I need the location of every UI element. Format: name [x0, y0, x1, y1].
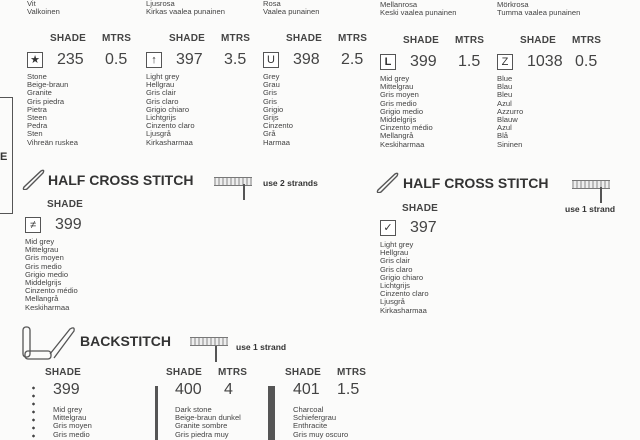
color-name: Granite sombre [175, 421, 228, 431]
color-name: Blå [497, 131, 508, 141]
color-name: Grigio [263, 104, 284, 114]
color-name: Kirkasharmaa [146, 137, 193, 147]
color-name: Grigio medio [380, 106, 424, 116]
color-name: Cinzento claro [146, 121, 195, 131]
color-names [175, 406, 241, 439]
shade-number: 397 [176, 51, 203, 68]
mtrs-header: MTRS [337, 367, 367, 378]
color-name: Pietra [27, 104, 47, 114]
shade-header: SHADE [169, 33, 206, 44]
mtrs-value: 1.5 [458, 53, 481, 70]
color-name: Gris moyen [380, 90, 419, 100]
color-name: Middelgrijs [380, 115, 417, 125]
color-names [497, 75, 523, 149]
shade-number: 1038 [527, 53, 563, 70]
color-name: Light grey [380, 240, 414, 249]
color-name: Gris moyen [53, 421, 92, 431]
edge-letter: E [0, 151, 8, 163]
color-names [263, 0, 319, 16]
mtrs-value: 0.5 [105, 51, 128, 68]
color-name: Gris claro [146, 96, 179, 106]
color-name: Grijs [263, 113, 279, 123]
shade-header: SHADE [45, 367, 82, 378]
color-name: Lichtgrijs [146, 113, 176, 123]
color-name: Mellangrå [380, 131, 414, 141]
color-name: Keskiharmaa [25, 302, 70, 312]
color-name: Lichtgrijs [380, 281, 410, 291]
color-name: Grey [263, 72, 280, 81]
color-name: Beige-braun [27, 80, 69, 90]
mtrs-header: MTRS [455, 35, 485, 46]
mtrs-header: MTRS [572, 35, 602, 46]
mtrs-value: 4 [224, 381, 233, 398]
strand-note: use 1 strand [236, 342, 287, 352]
color-name: Charcoal [293, 405, 324, 414]
color-names [27, 73, 78, 147]
shade-number: 400 [175, 381, 202, 398]
color-name: Grigio chiaro [380, 272, 424, 282]
color-name: Gris piedra [27, 96, 65, 106]
color-name: Blau [497, 82, 513, 92]
color-name: Gris [263, 96, 277, 106]
color-name: Ljusgrå [146, 129, 171, 139]
section-title: HALF CROSS STITCH [403, 175, 549, 191]
backstitch-icon [20, 324, 78, 364]
shade-header: SHADE [402, 203, 439, 214]
color-name: Gris moyen [25, 253, 64, 263]
section-title: HALF CROSS STITCH [48, 172, 194, 188]
shade-number: 397 [410, 219, 437, 236]
color-name: Kirkasharmaa [380, 305, 427, 315]
color-names [263, 73, 293, 147]
color-name: Ljusgrå [380, 297, 405, 307]
color-name: Gris clair [146, 88, 176, 98]
name: Kirkas vaalea punainen [146, 7, 225, 17]
color-name: Sininen [497, 139, 523, 149]
shade-header: SHADE [403, 35, 440, 46]
color-name: Cinzento [263, 121, 293, 131]
shade-number: 399 [55, 216, 82, 233]
color-names [146, 73, 195, 147]
name: Valkoinen [27, 7, 60, 17]
color-name: Beige-braun dunkel [175, 413, 241, 423]
symbol-box: L [380, 54, 396, 70]
shade-number: 399 [53, 381, 80, 398]
thread-icon [214, 177, 252, 186]
mtrs-header: MTRS [338, 33, 368, 44]
color-names [27, 0, 60, 16]
shade-header: SHADE [166, 367, 203, 378]
name: Rosa [263, 0, 281, 8]
color-name: Light grey [146, 72, 180, 81]
color-name: Azzurro [497, 106, 524, 116]
color-name: Middelgrijs [25, 278, 62, 288]
dotted-line-icon [32, 384, 35, 440]
color-names [380, 75, 433, 149]
symbol-box: Z [497, 54, 513, 70]
thick-line-icon [268, 386, 275, 440]
color-name: Harmaa [263, 137, 291, 147]
needle-icon [21, 168, 47, 190]
color-name: Gris medio [25, 261, 62, 271]
name: Tumma vaalea punainen [497, 8, 581, 18]
color-name: Mid grey [53, 405, 83, 414]
strand-note: use 1 strand [565, 204, 616, 214]
name: Ljusrosa [146, 0, 175, 8]
color-name: Mittelgrau [53, 413, 87, 423]
shade-number: 398 [293, 51, 320, 68]
color-name: Enthracite [293, 421, 328, 431]
name: Mellanrosa [380, 0, 418, 9]
color-name: Gris claro [380, 264, 413, 274]
color-name: Gris piedra muy [175, 429, 229, 439]
color-name: Blue [497, 74, 513, 83]
section-title: BACKSTITCH [80, 333, 171, 349]
color-name: Granite [27, 88, 52, 98]
shade-header: SHADE [47, 199, 84, 210]
color-name: Steen [27, 113, 47, 123]
color-name: Hellgrau [380, 248, 409, 258]
shade-header: SHADE [286, 33, 323, 44]
symbol-box: ★ [27, 52, 43, 68]
shade-header: SHADE [285, 367, 322, 378]
color-names [53, 406, 92, 439]
thin-line-icon [155, 386, 158, 440]
name: Keski vaalea punainen [380, 8, 457, 18]
shade-number: 399 [410, 53, 437, 70]
thread-icon [190, 337, 228, 346]
name: Vaalea punainen [263, 7, 320, 17]
needle-icon [243, 184, 245, 200]
mtrs-value: 0.5 [575, 53, 598, 70]
color-names [497, 1, 580, 17]
mtrs-header: MTRS [218, 367, 248, 378]
color-name: Grigio chiaro [146, 104, 190, 114]
color-name: Azul [497, 98, 512, 108]
color-name: Gris [263, 88, 277, 98]
color-name: Gris muy oscuro [293, 429, 349, 439]
needle-icon [215, 346, 217, 362]
mtrs-header: MTRS [221, 33, 251, 44]
color-name: Bleu [497, 90, 513, 100]
symbol-box: ✓ [380, 220, 396, 236]
color-names [380, 241, 429, 315]
color-name: Schiefergrau [293, 413, 337, 423]
color-name: Hellgrau [146, 80, 175, 90]
symbol-box: ≠ [25, 217, 41, 233]
color-name: Mittelgrau [25, 245, 59, 255]
color-name: Pedra [27, 121, 48, 131]
color-name: Cinzento claro [380, 289, 429, 299]
mtrs-value: 1.5 [337, 381, 360, 398]
strand-note: use 2 strands [263, 178, 318, 188]
shade-header: SHADE [50, 33, 87, 44]
color-names [380, 1, 456, 17]
color-name: Mellangrå [25, 294, 59, 304]
name: Mörkrosa [497, 0, 529, 9]
shade-number: 235 [57, 51, 84, 68]
color-names [293, 406, 348, 439]
shade-header: SHADE [520, 35, 557, 46]
thread-icon [572, 180, 610, 189]
color-names [146, 0, 225, 16]
color-name: Grau [263, 80, 280, 90]
color-name: Cinzento médio [25, 286, 78, 296]
symbol-box: U [263, 52, 279, 68]
mtrs-value: 3.5 [224, 51, 247, 68]
color-names [25, 238, 78, 312]
mtrs-value: 2.5 [341, 51, 364, 68]
color-name: Sten [27, 129, 43, 139]
color-name: Dark stone [175, 405, 212, 414]
color-name: Vihreän ruskea [27, 137, 78, 147]
color-name: Gris medio [53, 429, 90, 439]
needle-icon [600, 187, 602, 203]
shade-number: 401 [293, 381, 320, 398]
color-name: Mid grey [25, 237, 55, 246]
color-name: Cinzento médio [380, 123, 433, 133]
color-name: Grigio medio [25, 269, 69, 279]
symbol-box: ↑ [146, 52, 162, 68]
color-name: Grå [263, 129, 276, 139]
color-name: Gris medio [380, 98, 417, 108]
color-name: Blauw [497, 115, 518, 125]
needle-icon [375, 171, 401, 193]
color-name: Keskiharmaa [380, 139, 425, 149]
color-name: Stone [27, 72, 47, 81]
name: Vit [27, 0, 36, 8]
color-name: Gris clair [380, 256, 410, 266]
mtrs-header: MTRS [102, 33, 132, 44]
color-name: Mittelgrau [380, 82, 414, 92]
color-name: Mid grey [380, 74, 410, 83]
color-name: Azul [497, 123, 512, 133]
